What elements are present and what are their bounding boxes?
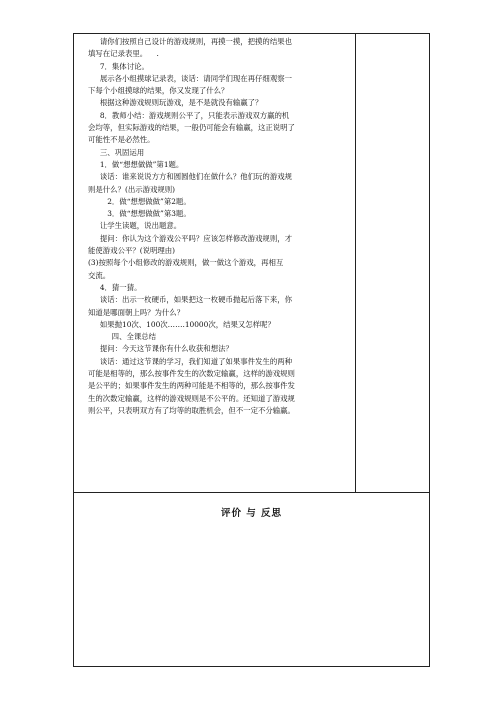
lesson-line: 下每个小组摸球的结果，你又发现了什么？	[88, 86, 229, 96]
lesson-paragraph-p9	[88, 196, 351, 208]
lesson-line: 如果抛10次、100次…….10000次，结果又怎样呢？	[99, 319, 275, 329]
lesson-line: 谈话：通过这节课的学习，我们知道了如果事件发生的两种	[99, 356, 292, 366]
lesson-paragraph-p19	[88, 356, 351, 417]
lesson-line: 根据这种游戏规则玩游戏，是不是就没有输赢了？	[99, 98, 263, 108]
lesson-paragraph-p7	[88, 159, 351, 171]
lesson-line: 三、巩固运用	[99, 147, 145, 157]
lesson-line: 知道是哪面朝上吗？为什么？	[88, 307, 185, 317]
lesson-paragraph-p13	[88, 257, 351, 282]
lesson-line: 让学生读题，说出题意。	[99, 221, 182, 231]
lesson-paragraph-p2	[88, 61, 351, 73]
lesson-paragraph-p5	[88, 110, 351, 147]
lesson-line: 2．做“想想做做”第2题。	[107, 196, 191, 206]
lesson-paragraph-p8	[88, 171, 351, 196]
lesson-line: 可能性不是必然性。	[88, 135, 155, 145]
lesson-content-cell	[74, 34, 356, 492]
lesson-line: 则公平，只表明双方有了均等的取胜机会，但不一定不分输赢。	[88, 405, 295, 415]
lesson-line: 填写在记录表里。 .	[88, 49, 159, 59]
evaluation-title: 评价 与 反思	[220, 508, 283, 519]
lesson-paragraph-p1	[88, 36, 351, 61]
lesson-paragraph-p4	[88, 97, 351, 109]
lesson-line: 则是什么？(出示游戏规则)	[88, 184, 176, 194]
lesson-paragraph-p6	[88, 147, 351, 159]
lesson-line: 4．猜一猜。	[99, 282, 142, 292]
lesson-line: 生的次数定输赢，这样的游戏规则是不公平的。还知道了游戏规	[88, 393, 295, 403]
lesson-paragraph-p15	[88, 294, 351, 319]
lesson-line: 是公平的；如果事件发生的两种可能是不相等的，那么按事件发	[88, 381, 295, 391]
lesson-paragraph-p14	[88, 282, 351, 294]
lesson-line: 谈话：谁来说说方方和圆圆他们在做什么？他们玩的游戏规	[99, 172, 292, 182]
lesson-table	[73, 33, 430, 667]
lesson-line: 提问：今天这节课你有什么收获和想法？	[99, 344, 233, 354]
lesson-line: 提问：你认为这个游戏公平吗？应该怎样修改游戏规则，才	[99, 233, 292, 243]
lesson-paragraph-p18	[88, 343, 351, 355]
lesson-line: 可能是相等的，那么按事件发生的次数定输赢，这样的游戏规则	[88, 369, 295, 379]
evaluation-cell	[74, 492, 429, 667]
lesson-line: (3)按照每个小组修改的游戏规则，做一做这个游戏，再相互	[88, 258, 284, 268]
lesson-line: 8．教师小结：游戏规则公平了，只能表示游戏双方赢的机	[99, 110, 290, 120]
lesson-paragraph-p17	[88, 331, 351, 343]
lesson-line: 3．做“想想做做”第3题。	[107, 209, 191, 219]
notes-cell	[356, 34, 429, 492]
lesson-line: 交流。	[88, 270, 111, 280]
lesson-paragraph-p16	[88, 319, 351, 331]
lesson-line: 四、全课总结	[111, 332, 157, 342]
lesson-line: 会均等，但实际游戏的结果，一般仍可能会有输赢，这正说明了	[88, 123, 295, 133]
lesson-paragraph-p11	[88, 220, 351, 232]
lesson-line: 7．集体讨论。	[99, 61, 149, 71]
lesson-line: 谈话：出示一枚硬币，如果把这一枚硬币抛起后落下来，你	[99, 295, 292, 305]
lesson-line: 请你们按照自己设计的游戏规则，再摸一摸，把摸的结果也	[99, 37, 292, 46]
lesson-line: 1．做“想想做做”第1题。	[99, 159, 184, 169]
lesson-line: 展示各小组摸球记录表，谈话：请同学们现在再仔细观察一	[99, 73, 292, 83]
lesson-paragraph-p3	[88, 73, 351, 98]
lesson-paragraph-p12	[88, 233, 351, 258]
lesson-line: 能使游戏公平？(说明理由)	[88, 246, 176, 256]
lesson-paragraph-p10	[88, 208, 351, 220]
